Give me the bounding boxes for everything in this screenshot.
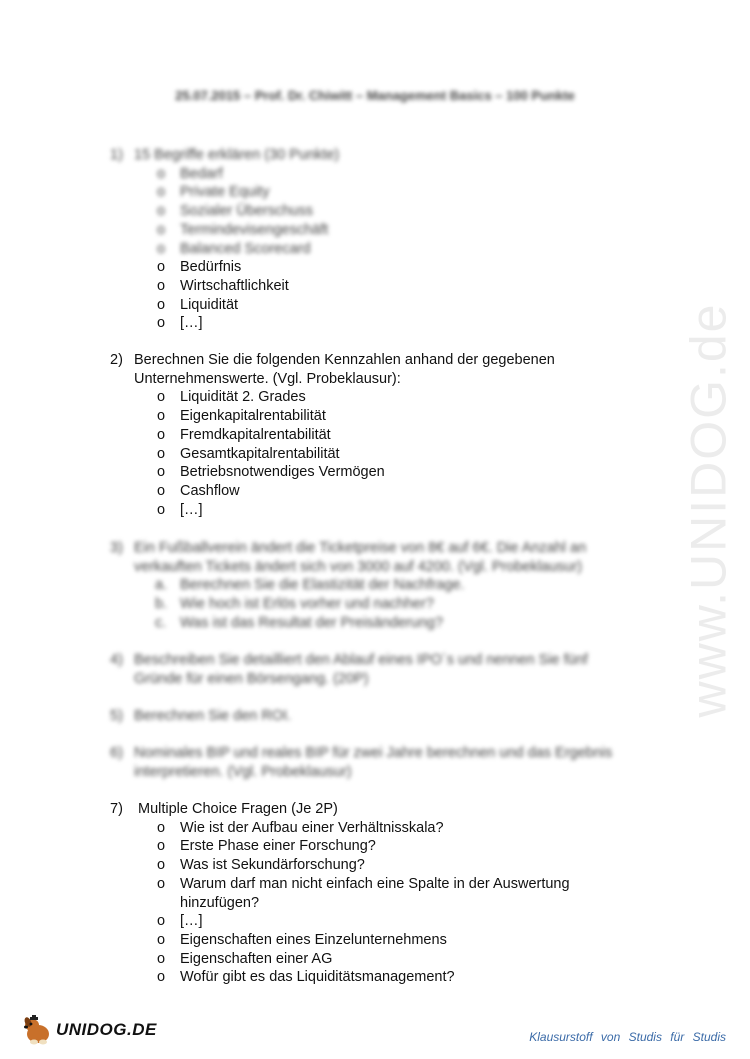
choice-item-text: Eigenschaften einer AG (180, 950, 333, 967)
bullet-icon: o (157, 426, 166, 443)
ratio-item-text: Cashflow (180, 482, 240, 499)
ratio-item (110, 445, 640, 464)
term-item-text: Wirtschaftlichkeit (180, 277, 289, 294)
blurred-term-item-text: Bedarf (180, 165, 223, 182)
question-text-line-2: verkauften Tickets ändert sich von 3000 auf 4200. (Vgl. Probeklausur) (134, 558, 583, 575)
choice-item-text: Was ist Sekundärforschung? (180, 857, 365, 874)
subquestion-text: Was ist das Resultat der Preisänderung? (180, 614, 444, 631)
watermark (676, 270, 740, 750)
bullet-icon: o (157, 875, 166, 892)
subquestion-letter: a. (155, 577, 168, 594)
question-4 (110, 651, 640, 688)
watermark-text: www.UNIDOG.de (680, 302, 736, 718)
question-number: 6) (110, 745, 123, 761)
question-5 (110, 707, 640, 726)
term-item (110, 258, 640, 277)
term-item-text: Bedürfnis (180, 259, 242, 276)
choice-item-text: Eigenschaften eines Einzelunternehmens (180, 931, 447, 948)
bullet-icon: o (157, 931, 166, 948)
unidog-logo (22, 1014, 157, 1046)
choice-item (110, 875, 640, 912)
multiple-choice-list (110, 819, 640, 987)
blurred-term-item (110, 183, 640, 202)
question-number: 2) (110, 352, 123, 368)
bullet-icon: o (157, 464, 166, 481)
ratio-item-text: Liquidität 2. Grades (180, 389, 306, 406)
ratio-item-text: Betriebsnotwendiges Vermögen (180, 464, 385, 481)
blurred-term-item-text: Balanced Scorecard (180, 240, 311, 257)
choice-item (110, 856, 640, 875)
bullet-icon: o (157, 296, 166, 313)
choice-item-text: […] (180, 913, 203, 930)
blurred-term-item (110, 202, 640, 221)
question-7 (110, 800, 640, 987)
ratio-item-text: Gesamtkapitalrentabilität (180, 445, 340, 462)
question-text-line-2: Gründe für einen Börsengang. (20P) (134, 670, 369, 687)
choice-item (110, 819, 640, 838)
term-item (110, 296, 640, 315)
dog-mascot-icon (22, 1014, 54, 1046)
bullet-icon: o (157, 259, 166, 276)
choice-item (110, 968, 640, 987)
subquestion-letter: b. (155, 596, 168, 613)
bullet-icon: o (157, 221, 166, 238)
blurred-term-item-text: Sozialer Überschuss (180, 203, 313, 220)
bullet-icon: o (157, 482, 166, 499)
blurred-term-item-text: Termindevisengeschäft (180, 221, 329, 238)
question-text: Berechnen Sie den ROI. (134, 708, 292, 724)
bullet-icon: o (157, 315, 166, 332)
subquestion-item (110, 576, 640, 595)
ratio-item (110, 463, 640, 482)
question-6 (110, 744, 640, 781)
question-number: 3) (110, 540, 123, 556)
ratio-item (110, 407, 640, 426)
term-item-text: […] (180, 315, 203, 332)
ratio-item (110, 426, 640, 445)
blurred-term-list (110, 165, 640, 259)
question-text: Multiple Choice Fragen (Je 2P) (138, 801, 338, 817)
blurred-term-item (110, 165, 640, 184)
bullet-icon: o (157, 277, 166, 294)
question-3 (110, 539, 640, 633)
ratio-item (110, 482, 640, 501)
bullet-icon: o (157, 950, 166, 967)
ratio-item-text: Eigenkapitalrentabilität (180, 408, 326, 425)
question-text-line-2: interpretieren. (Vgl. Probeklausur) (134, 763, 352, 780)
term-list (110, 258, 640, 333)
choice-item-text: Warum darf man nicht einfach eine Spalte in der Auswertung hinzufügen? (180, 875, 570, 911)
blurred-term-item (110, 240, 640, 259)
bullet-icon: o (157, 913, 166, 930)
footer-tagline: Klausurstoff von Studis für Studis (529, 1030, 726, 1044)
subquestion-item (110, 595, 640, 614)
question-text-line-2: Unternehmenswerte. (Vgl. Probeklausur): (134, 370, 401, 387)
question-number: 5) (110, 708, 123, 724)
question-1 (110, 146, 640, 333)
question-text-line-1: Beschreiben Sie detailliert den Ablauf eines IPO´s und nennen Sie fünf (134, 652, 588, 668)
bullet-icon: o (157, 389, 166, 406)
bullet-icon: o (157, 184, 166, 201)
subquestion-item (110, 614, 640, 633)
ratio-item (110, 501, 640, 520)
term-item (110, 314, 640, 333)
blurred-term-item-text: Private Equity (180, 184, 270, 201)
question-text-line-1: Nominales BIP und reales BIP für zwei Jahre berechnen und das Ergebnis (134, 745, 613, 761)
question-text-line-1: Berechnen Sie die folgenden Kennzahlen anhand der gegebenen (134, 352, 555, 368)
bullet-icon: o (157, 445, 166, 462)
choice-item (110, 931, 640, 950)
choice-item-text: Erste Phase einer Forschung? (180, 838, 376, 855)
question-number: 7) (110, 801, 123, 817)
choice-item (110, 950, 640, 969)
bullet-icon: o (157, 819, 166, 836)
bullet-icon: o (157, 240, 166, 257)
choice-item-text: Wofür gibt es das Liquiditätsmanagement? (180, 969, 455, 986)
ratio-item-text: […] (180, 501, 203, 518)
bullet-icon: o (157, 408, 166, 425)
term-item (110, 277, 640, 296)
page-title: 25.07.2015 – Prof. Dr. Chiwitt – Management Basics – 100 Punkte (175, 88, 575, 103)
bullet-icon: o (157, 165, 166, 182)
question-number: 4) (110, 652, 123, 668)
bullet-icon: o (157, 203, 166, 220)
subquestion-list (110, 576, 640, 632)
bullet-icon: o (157, 501, 166, 518)
blurred-term-item (110, 221, 640, 240)
bullet-icon: o (157, 969, 166, 986)
logo-text: UNIDOG.DE (56, 1020, 157, 1039)
question-number: 1) (110, 147, 123, 163)
subquestion-text: Berechnen Sie die Elastizität der Nachfrage. (180, 577, 465, 594)
ratio-item-text: Fremdkapitalrentabilität (180, 426, 331, 443)
ratio-item (110, 388, 640, 407)
choice-item (110, 912, 640, 931)
question-text: 15 Begriffe erklären (30 Punkte) (134, 147, 340, 163)
bullet-icon: o (157, 857, 166, 874)
question-text-line-1: Ein Fußballverein ändert die Ticketpreise von 8€ auf 6€. Die Anzahl an (134, 540, 587, 556)
question-2 (110, 351, 640, 519)
term-item-text: Liquidität (180, 296, 239, 313)
subquestion-letter: c. (155, 614, 167, 631)
subquestion-text: Wie hoch ist Erlös vorher und nachher? (180, 596, 434, 613)
choice-item (110, 837, 640, 856)
ratio-list (110, 388, 640, 519)
bullet-icon: o (157, 838, 166, 855)
choice-item-text: Wie ist der Aufbau einer Verhältnisskala? (180, 819, 444, 836)
